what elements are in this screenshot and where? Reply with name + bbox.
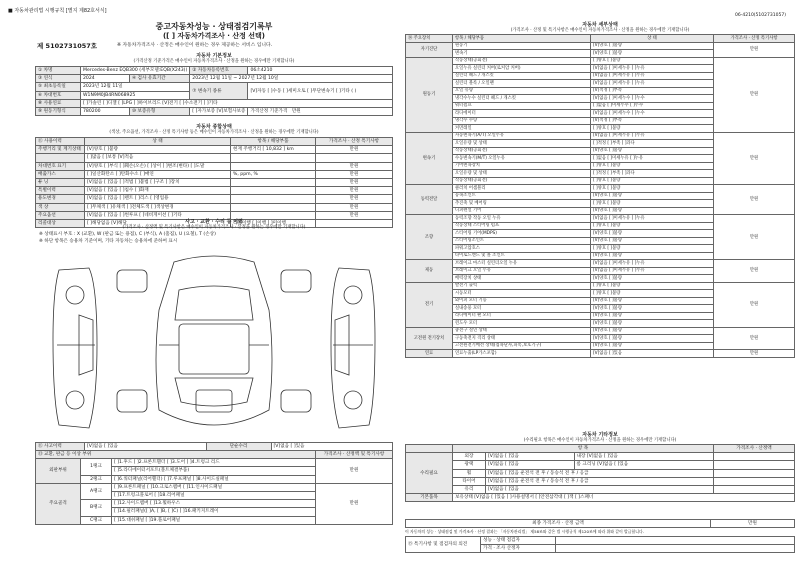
other-price xyxy=(714,461,795,469)
accident-section-title: 사고 · 교환 · 수리 등 이력 xyxy=(185,219,243,225)
inspection-value: 2023년 12월 11일 ~ 2027년 12월 10일 xyxy=(190,75,393,83)
guarantee-unit: 만원 xyxy=(711,520,795,528)
guarantee-row xyxy=(406,520,795,528)
overall-status: [V]양호 [ ]불량 xyxy=(85,146,231,154)
overall-price xyxy=(316,154,393,162)
overall-status: [V]양호 [ ]부식 [ ]훼손(오손) [ ]상이 [ ]변조(변타) [ ]도말 xyxy=(85,162,231,170)
special-table xyxy=(405,536,795,553)
other-section-sub: (수리필요 항목은 매수인이 자동차가격조사 · 산정을 원하는 경우에만 기재합니다) xyxy=(523,438,677,443)
other-price xyxy=(714,485,795,493)
detail-item: 오일유량 및 상태 xyxy=(453,170,591,178)
detail-row xyxy=(406,42,795,50)
overall-status: [V]없음 [ ]있음 [ ]썬루프 [ ]네비게이션 [ ]기타 xyxy=(85,211,231,219)
overall-price: 만원 xyxy=(316,146,393,154)
overall-row xyxy=(36,178,393,186)
other-section-title: 자동차 기타정보 xyxy=(582,432,618,438)
detail-group-name: 고전원 전기장치 xyxy=(406,327,453,350)
other-header-row xyxy=(406,445,795,453)
detail-status: [ ]양호 [ ]불량 xyxy=(591,177,714,185)
detail-status: [ ]양호 [ ]불량 xyxy=(591,125,714,133)
detail-item: 냉각수 수량 xyxy=(453,117,591,125)
parts-row xyxy=(36,483,393,491)
status-legend-note: ※ 하단 항목은 승용차 기준이며, 기타 자동차는 승용차에 준하여 표시 xyxy=(39,239,178,244)
overall-status: [ ]무채색 [ ]유채색 [ ]전체도색 [ ]색상변경 xyxy=(85,203,231,211)
overall-item: 색 상 xyxy=(36,203,85,211)
detail-status: [V]없음 [ ]미세누유 [ ]누유 xyxy=(591,260,714,268)
basic-section-sub: (가격산정 기준가격은 매수인이 자동차가격조사 · 산정을 원하는 경우에만 기재합니다) xyxy=(133,59,295,64)
car-left-side-view xyxy=(53,268,97,428)
detail-row xyxy=(406,282,795,290)
overall-row xyxy=(36,170,393,178)
overall-item: 차대번호 표기 xyxy=(36,162,85,170)
status-legend: ※ 상태표시 부호 : X (교환), W (판금 또는 용접), C (부식), A (흠집), U (요철), T (손상) xyxy=(39,232,216,237)
detail-status: [V]없음 [ ]미세누유 [ ]누유 xyxy=(591,132,714,140)
overall-detail: 현재 주행거리 [ 10,832 ] km xyxy=(231,146,316,154)
detail-status: [V]없음 [ ]미세누유 [ ]누유 xyxy=(591,267,714,275)
basic-row xyxy=(36,107,393,115)
other-item: 외장 xyxy=(453,453,486,461)
detail-item: 자동변속기(A/T) 오일누유 xyxy=(453,132,591,140)
detail-price: 만원 xyxy=(714,185,795,215)
detail-status: [ ]없음 [ ]미세누수 [ ]누수 xyxy=(591,102,714,110)
warranty-value: [ ]자가보증 [V]보험사보증 xyxy=(190,107,248,115)
detail-item: 고전원전기배선 상태(접속단자,피복,보호기구) xyxy=(453,342,591,350)
detail-item: 디퍼렌셜 기어 xyxy=(453,207,591,215)
overall-h1: 상 태 xyxy=(85,138,231,146)
detail-item: 윈도우 모터 xyxy=(453,320,591,328)
detail-status: [V]없음 [ ]미세누유 [ ]누유 xyxy=(591,215,714,223)
detail-status: [V]양호 [ ]불량 xyxy=(591,335,714,343)
other-item-2: 내장 xyxy=(576,454,586,460)
other-price xyxy=(714,469,795,477)
parts-rank: C랭크 xyxy=(81,516,112,524)
detail-item: 변속기 xyxy=(453,50,591,58)
special-label: ⑮ 특기사항 및 점검자의 의견 xyxy=(406,537,481,553)
detail-status: [V]양호 [ ]불량 xyxy=(591,342,714,350)
other-price xyxy=(714,453,795,461)
detail-status: [V]없음 [ ]미세누수 [ ]누수 xyxy=(591,95,714,103)
car-front-view xyxy=(117,270,311,292)
detail-status: [ ]양호 [ ]불량 xyxy=(591,245,714,253)
detail-status: [V]없음 [ ]미세누수 [ ]누수 xyxy=(591,110,714,118)
detail-item: 브레이크 마스터 실린더오일 누유 xyxy=(453,260,591,268)
detail-status: [V]양호 [ ]불량 xyxy=(591,50,714,58)
basic-items-label: 기본품목 xyxy=(406,494,453,502)
detail-item: 커먼레일 xyxy=(453,125,591,133)
detail-status: [ ]양호 [ ]불량 xyxy=(591,185,714,193)
accident-value: [V]없음 [ ]있음 xyxy=(85,443,207,451)
overall-row xyxy=(36,146,393,154)
detail-item: 발전기 출력 xyxy=(453,282,591,290)
right-page xyxy=(405,22,795,562)
guarantee-table xyxy=(405,519,795,528)
service-notice: ※ 자동차가격조사 · 산정은 매수인이 원하는 경우 제공하는 서비스 입니다. xyxy=(117,43,273,48)
detail-item: 오일 유량 xyxy=(453,87,591,95)
detail-status: [V]양호 [ ]불량 xyxy=(591,230,714,238)
record-number: 제 5102731057호 xyxy=(37,42,98,50)
detail-section-sub: (가격조사 · 산정 및 특기사항은 매수인이 자동차가격조사 · 산정을 원하는 경우에만 기재합니다) xyxy=(510,28,690,33)
detail-price: 만원 xyxy=(714,282,795,327)
other-row xyxy=(406,485,795,493)
detail-price: 만원 xyxy=(714,57,795,132)
overall-item: 배출가스 xyxy=(36,170,85,178)
detail-item: 파워고압호스 xyxy=(453,245,591,253)
detail-price: 만원 xyxy=(714,215,795,260)
detail-status: [ ]양호 [ ]불량 xyxy=(591,162,714,170)
base-price-unit: 만원 xyxy=(291,109,301,115)
detail-table xyxy=(405,34,795,358)
detail-status: [V]양호 [ ]불량 xyxy=(591,327,714,335)
year-label: ③ 연식 xyxy=(36,75,81,83)
detail-item: 기어변속장치 xyxy=(453,162,591,170)
overall-header-row xyxy=(36,138,393,146)
parts-rank: 2랭크 xyxy=(81,475,112,483)
year-value: 2024 xyxy=(81,75,130,83)
overall-price: 만원 xyxy=(316,178,393,186)
detail-row xyxy=(406,185,795,193)
detail-item: 배력장치 상태 xyxy=(453,275,591,283)
detail-item: 등속조인트 xyxy=(453,192,591,200)
detail-item: 연료누출(LP가스포함) xyxy=(453,350,591,358)
special-inspector-value xyxy=(556,537,795,545)
overall-status: [ ]일산화탄소 [ ]탄화수소 [ ]매연 xyxy=(85,170,231,178)
detail-status: [V]양호 [ ]불량 xyxy=(591,305,714,313)
car-name-label: ① 차명 xyxy=(36,67,81,75)
detail-status: [V]양호 [ ]불량 xyxy=(591,252,714,260)
first-reg-label: ⑤ 최초등록일 xyxy=(36,83,81,91)
other-status: [V]없음 [ ]있음 xyxy=(486,461,575,469)
other-status: [V]없음 [ ]있음 운전석 전 후 / 동승석 전 후 / 응급 xyxy=(486,469,714,477)
overall-price: 만원 xyxy=(316,187,393,195)
parts-items: [ ]12.사이드멤버 [ ]13.휠하우스 xyxy=(112,500,316,508)
detail-status: [V]양호 [ ]불량 xyxy=(591,275,714,283)
parts-group-name: 주요골격 xyxy=(36,483,81,524)
parts-group-name: 외판부위 xyxy=(36,459,81,484)
detail-item: 충전구 절연 상태 xyxy=(453,327,591,335)
detail-status: [ ]양호 [ ]불량 xyxy=(591,290,714,298)
other-status: [V]없음 [ ]있음 xyxy=(486,485,714,493)
parts-price: 만원 xyxy=(316,459,393,484)
fuel-value: [ ]가솔린 [ ]디젤 [ ]LPG [ ]하이브리드 [V]전기 [ ]수소전기 [ ]기타 xyxy=(81,99,393,107)
detail-row xyxy=(406,215,795,223)
detail-item: 작동상태(공회전) xyxy=(453,147,591,155)
detail-status: [V]양호 [ ]불량 xyxy=(591,297,714,305)
other-price-header: 가격조사 · 산정액 xyxy=(714,445,795,453)
detail-row xyxy=(406,260,795,268)
simple-repair-label: 단순수리 xyxy=(206,443,271,451)
detail-group-name: 동력전달 xyxy=(406,185,453,215)
overall-table xyxy=(35,137,393,228)
basic-row xyxy=(36,75,393,83)
detail-h3: 가격조사 · 산정 특기사항 xyxy=(714,35,795,43)
overall-item: 용도변경 xyxy=(36,195,85,203)
basic-row xyxy=(36,99,393,107)
overall-detail: 리콜이행 [ ]이행 [ ]미이행 xyxy=(231,219,316,227)
parts-items: [ ]9.프론트패널 [ ]10.크로스멤버 [ ]11.인사이드패널 xyxy=(112,483,316,491)
overall-price: 만원 xyxy=(316,211,393,219)
car-name-value: Mercedes-Benz EQB300 (세부모델:EQB(X243)) xyxy=(81,67,190,75)
basic-info-table xyxy=(35,66,393,116)
detail-item: 브레이크 오일 누유 xyxy=(453,267,591,275)
detail-row xyxy=(406,57,795,65)
other-row xyxy=(406,453,795,461)
parts-rank: 1랭크 xyxy=(81,459,112,475)
parts-items: [ ]14.필러패널([ ]A, [ ]B, [ ]C) [ ]16.패키지트레이 xyxy=(112,508,316,516)
overall-status: [V]없음 [ ]있음 [ ]적법 [ ]불법 [ ]구조 [ ]장치 xyxy=(85,178,231,186)
detail-row xyxy=(406,132,795,140)
basic-items-value: 보유상태 [V]없음 [ ]있음 [ ]사용설명서 [ ]안전삼각대 [ ]잭 [ ]스패너 xyxy=(453,494,795,502)
doc-number-right: 06-4210(5102731057) xyxy=(735,13,786,18)
detail-item: 실린더 헤드 / 개스킷 xyxy=(453,72,591,80)
overall-item: 특별이력 xyxy=(36,187,85,195)
overall-item: 주행거리 및 계기상태 xyxy=(36,146,85,154)
car-diagram xyxy=(39,250,389,440)
detail-item: 원동기 xyxy=(453,42,591,50)
other-status-2 xyxy=(574,453,713,461)
overall-row xyxy=(36,203,393,211)
overall-item: 주요옵션 xyxy=(36,211,85,219)
overall-status: [ ]해당없음 [V]해당 xyxy=(85,219,231,227)
overall-price: 만원 xyxy=(316,195,393,203)
overall-row xyxy=(36,187,393,195)
detail-item: 동력조향 작동 오일 누유 xyxy=(453,215,591,223)
detail-status: [V]없음 [ ]있음 xyxy=(591,350,714,358)
reg-number-value: 06소4210 xyxy=(248,67,393,75)
accident-label: ⑪ 사고이력 xyxy=(36,443,85,451)
basic-row xyxy=(36,67,393,75)
special-row xyxy=(406,537,795,545)
parts-items: [ ]1.후드 [ ]2.프론트휀더 [ ]3.도어 [ ]4.트렁크 리드 xyxy=(112,459,316,467)
detail-status: [V]양호 [ ]불량 xyxy=(591,237,714,245)
detail-price: 만원 xyxy=(714,42,795,57)
overall-price: 만원 xyxy=(316,162,393,170)
detail-row xyxy=(406,327,795,335)
detail-item: 스티어링 기어(MDPS) xyxy=(453,230,591,238)
other-item: 유리 xyxy=(453,485,486,493)
parts-table xyxy=(35,450,393,525)
overall-row xyxy=(36,162,393,170)
engine-type-label: ⑨ 원동기형식 xyxy=(36,107,81,115)
other-table xyxy=(405,444,795,502)
first-reg-value: 2023년 12월 11일 xyxy=(81,83,190,91)
other-status-2-value: [V]없음 [ ]있음 xyxy=(597,462,629,468)
other-status-2-value: [V]없음 [ ]있음 xyxy=(586,454,618,460)
detail-header-row xyxy=(406,35,795,43)
detail-group-name: 조향 xyxy=(406,215,453,260)
special-inspector: 성능 · 상태 점검자 xyxy=(481,537,556,545)
detail-item: 스티어링조인트 xyxy=(453,237,591,245)
law-note: 이 자동차의 성능 · 상태점검 및 가격조사 · 산정 결과는 「자동차관리법」 제58조와 같은 법 시행규칙 제120조에 따라 위와 같이 발급합니다. xyxy=(405,529,645,534)
other-price xyxy=(714,477,795,485)
overall-section-sub: (색상, 주요옵션, 가격조사 · 산정 특기사항 등은 매수인이 자동차가격조사 · 산정을 원하는 경우에만 기재합니다) xyxy=(109,130,319,135)
overall-row xyxy=(36,154,393,162)
vin-value: W1N9M0JB4RN068925 xyxy=(81,91,190,99)
detail-item: 실내송풍 모터 xyxy=(453,305,591,313)
detail-group-name: 제동 xyxy=(406,260,453,283)
detail-item: 구동축전지 격리 상태 xyxy=(453,335,591,343)
special-appraiser: 가격 · 조사 산정자 xyxy=(481,545,556,553)
other-row xyxy=(406,469,795,477)
parts-items: [ ]5.라디에이터서포트(볼트체결부품) xyxy=(112,467,316,475)
parts-items: [ ]15.대쉬패널 [ ]19.플로어패널 xyxy=(112,516,316,524)
overall-h2: 항목 / 해당부품 xyxy=(231,138,316,146)
detail-status: [V]양호 [ ]불량 xyxy=(591,147,714,155)
vin-label: ⑥ 차대번호 xyxy=(36,91,81,99)
other-row xyxy=(406,477,795,485)
detail-item: 냉각수누수 실린더 헤드 / 개스킷 xyxy=(453,95,591,103)
detail-h1: 항목 / 해당부품 xyxy=(453,35,591,43)
detail-item: 워터펌프 xyxy=(453,102,591,110)
base-price-label: 가격산정 기준가격 xyxy=(250,109,288,115)
overall-h3: 가격조사 · 산정 특기사항 xyxy=(316,138,393,146)
parts-rank: B랭크 xyxy=(81,500,112,516)
transmission-label: ⑦ 변속기 종류 xyxy=(190,83,248,99)
overall-section-title: 자동차 종합상태 xyxy=(196,124,232,130)
detail-price: 만원 xyxy=(714,260,795,283)
detail-status: [V]양호 [ ]불량 xyxy=(591,42,714,50)
detail-price: 만원 xyxy=(714,350,795,358)
detail-status: [V]양호 [ ]불량 xyxy=(591,312,714,320)
overall-price: 만원 xyxy=(316,170,393,178)
document-subtitle: ([ ] 자동차가격조사 · 산정 선택) xyxy=(162,32,266,40)
detail-item: 작동상태 스티어링 펌프 xyxy=(453,222,591,230)
detail-status: [V]양호 [ ]불량 xyxy=(591,192,714,200)
overall-detail: %, ppm, % xyxy=(231,170,316,178)
left-page xyxy=(35,22,393,552)
detail-item: 와이퍼 모터 기능 xyxy=(453,297,591,305)
detail-section-title: 자동차 세부상태 xyxy=(582,22,618,28)
other-item-2: 룸 크리닝 xyxy=(576,462,596,468)
other-status: [V]없음 [ ]있음 운전석 전 후 / 동승석 전 후 / 응급 xyxy=(486,477,714,485)
other-item: 광택 xyxy=(453,461,486,469)
detail-status: [V]없음 [ ]미세누유 [ ]누유 xyxy=(591,72,714,80)
special-appraiser-value xyxy=(556,545,795,553)
form-label: ■ 자동차관리법 시행규칙 [별지 제82호서식] xyxy=(8,8,107,14)
detail-item: 수동변속기(M/T) 오일누유 xyxy=(453,155,591,163)
detail-price: 만원 xyxy=(714,327,795,350)
detail-row xyxy=(406,350,795,358)
overall-row xyxy=(36,195,393,203)
detail-status: [V]없음 [ ]미세누유 [ ]누유 xyxy=(591,65,714,73)
detail-group-name: 전기 xyxy=(406,282,453,327)
detail-status: [ ]적정 [ ]부족 [ ]과다 xyxy=(591,140,714,148)
detail-item: 오일유량 및 상태 xyxy=(453,140,591,148)
overall-detail xyxy=(231,187,316,195)
car-top-view xyxy=(156,256,272,425)
detail-h0: ⑭ 주요장치 xyxy=(406,35,453,43)
detail-item: 라디에이터 xyxy=(453,110,591,118)
basic-row xyxy=(36,83,393,91)
detail-item: 타이로드엔드 및 볼 조인트 xyxy=(453,252,591,260)
overall-detail xyxy=(231,195,316,203)
overall-item: 리콜대상 xyxy=(36,219,85,227)
detail-item: 작동상태(공회전) xyxy=(453,57,591,65)
other-item-header: 항 목 xyxy=(453,445,714,453)
detail-item: 시동모터 xyxy=(453,290,591,298)
simple-repair-value: [V]없음 [ ]있음 xyxy=(271,443,393,451)
detail-group-name: 자기진단 xyxy=(406,42,453,57)
overall-item: 튜 닝 xyxy=(36,178,85,186)
inspection-label: ④ 검사 유효기간 xyxy=(129,75,189,83)
detail-group-name: 원동기 xyxy=(406,57,453,132)
document-title: 중고자동차성능 · 상태점검기록부 xyxy=(155,22,273,31)
parts-items: [ ]6.쿼터패널(리어휀더) [ ]7.루프패널 [ ]8.사이드실패널 xyxy=(112,475,316,483)
parts-rank: A랭크 xyxy=(81,483,112,499)
detail-price: 만원 xyxy=(714,132,795,185)
detail-status: [ ]양호 [ ]불량 xyxy=(591,200,714,208)
fuel-label: ⑧ 사용연료 xyxy=(36,99,81,107)
parts-row xyxy=(36,459,393,467)
detail-status: [V]없음 [ ]미세누유 [ ]누유 xyxy=(591,80,714,88)
basic-items-row xyxy=(406,494,795,502)
detail-status: [ ]양호 [ ]불량 xyxy=(591,222,714,230)
overall-detail xyxy=(231,178,316,186)
detail-status: [ ]적정 [ ]부족 [ ]과다 xyxy=(591,170,714,178)
reg-number-label: ② 자동차등록번호 xyxy=(190,67,248,75)
accident-section-sub: (가격조사 · 산정액 및 특기사항은 매수인이 자동차가격조사 · 산정을 원하는 경우에만 기재합니다) xyxy=(122,225,306,230)
other-item: 휠 xyxy=(453,469,486,477)
overall-detail xyxy=(231,162,316,170)
detail-status: [ ]양호 [ ]불량 xyxy=(591,282,714,290)
warranty-label: ⑩ 보증유형 xyxy=(129,107,189,115)
guarantee-label: 최종 가격조사 · 산정 금액 xyxy=(406,520,711,528)
detail-status: [V]적정 [ ]부족 xyxy=(591,117,714,125)
detail-status: [V]양호 [ ]불량 xyxy=(591,207,714,215)
other-item: 타이어 xyxy=(453,477,486,485)
detail-item: 클러치 어셈블리 xyxy=(453,185,591,193)
parts-price: 만원 xyxy=(316,483,393,524)
overall-price: 만원 xyxy=(316,203,393,211)
engine-type-value: 780200 xyxy=(81,107,130,115)
detail-group-name: 변속기 xyxy=(406,132,453,185)
repair-needed-label: 수리필요 xyxy=(406,453,453,494)
detail-item: 실린더 블록 / 오일팬 xyxy=(453,80,591,88)
overall-detail xyxy=(231,203,316,211)
other-status: [V]없음 [ ]있음 xyxy=(486,453,575,461)
other-row xyxy=(406,461,795,469)
overall-h0: ⑪ 사용이력 xyxy=(36,138,85,146)
overall-detail xyxy=(231,154,316,162)
detail-group-name: 연료 xyxy=(406,350,453,358)
parts-price-header: 가격조사 · 산정액 및 특기사항 xyxy=(316,451,393,459)
detail-item: 추진축 및 베어링 xyxy=(453,200,591,208)
other-status-2 xyxy=(574,461,713,469)
detail-item: 작동상태(공회전) xyxy=(453,177,591,185)
base-price-cell xyxy=(248,107,393,115)
car-right-side-view xyxy=(331,268,375,428)
parts-header-row xyxy=(36,451,393,459)
overall-status: [V]없음 [ ]있음 [ ]침수 [ ]화재 xyxy=(85,187,231,195)
detail-status: [V]양호 [ ]불량 xyxy=(591,320,714,328)
overall-item xyxy=(36,154,85,162)
parts-items: [ ]17.트렁크플로어 [ ]18.리어패널 xyxy=(112,491,316,499)
transmission-value: [V]자동 [ ]수동 [ ]세미오토 [ ]무단변속기 [ ]기타 ( ) xyxy=(248,83,393,99)
detail-item: 오일누유 실린더 커버(로커암 커버) xyxy=(453,65,591,73)
overall-status: [ ]많음 [ ]보통 [V]적음 xyxy=(85,154,231,162)
parts-title: ⑬ 교환, 판금 등 이상 부위 xyxy=(36,451,316,459)
basic-section-title: 자동차 기본정보 xyxy=(196,53,232,59)
detail-h2: 상 태 xyxy=(591,35,714,43)
detail-status: [ ]양호 [ ]불량 xyxy=(591,57,714,65)
detail-item: 라디에이터 팬 모터 xyxy=(453,312,591,320)
car-rear-view xyxy=(117,390,311,412)
detail-status: [ ]없음 [ ]미세누유 [ ]누유 xyxy=(591,155,714,163)
detail-status: [V]적정 [ ]부족 xyxy=(591,87,714,95)
overall-status: [V]없음 [ ]있음 [ ]렌트 [ ]리스 [ ]영업용 xyxy=(85,195,231,203)
